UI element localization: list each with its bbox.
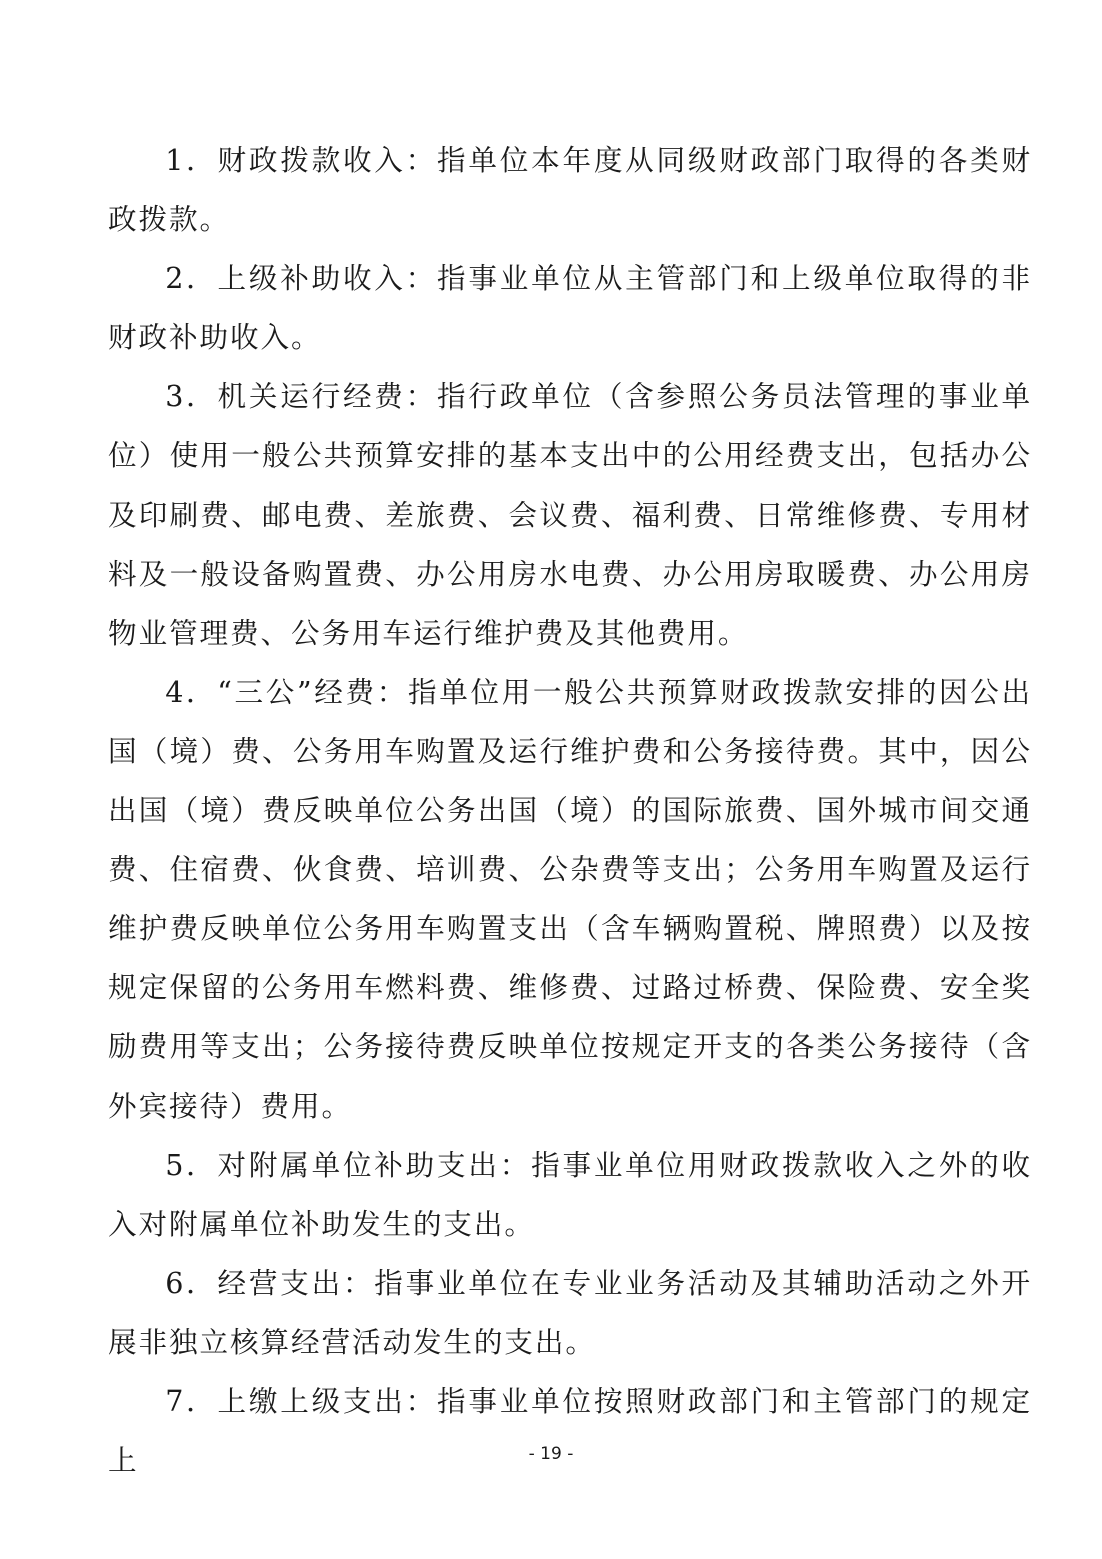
- paragraph-operating-expenditure: 6．经营支出：指事业单位在专业业务活动及其辅助活动之外开展非独立核算经营活动发生的支出。: [108, 1265, 1032, 1359]
- paragraph-three-public-expenses: 4．“三公”经费：指单位用一般公共预算财政拨款安排的因公出国（境）费、公务用车购置及运行维护费和公务接待费。其中，因公出国（境）费反映单位公务出国（境）的国际旅费、国外城市间交通费、住宿费、伙食费、培训费、公杂费等支出；公务用车购置及运行维护费反映单位公务用车购置支出（含车辆购置税、牌照费）以及按规定保留的公务用车燃料费、维修费、过路过桥费、保险费、安全奖励费用等支出；公务接待费反映单位按规定开支的各类公务接待（含外宾接待）费用。: [108, 674, 1032, 1123]
- paragraph-remittance-to-superior: 7．上缴上级支出：指事业单位按照财政部门和主管部门的规定上: [108, 1383, 1032, 1478]
- paragraph-subsidies-to-affiliated-units: 5．对附属单位补助支出：指事业单位用财政拨款收入之外的收入对附属单位补助发生的支出。: [108, 1147, 1032, 1241]
- paragraph-fiscal-appropriation-income: 1．财政拨款收入：指单位本年度从同级财政部门取得的各类财政拨款。: [108, 143, 1032, 237]
- page-number: - 19 -: [528, 1444, 574, 1464]
- paragraph-agency-operating-expenses: 3．机关运行经费：指行政单位（含参照公务员法管理的事业单位）使用一般公共预算安排的基本支出中的公用经费支出，包括办公及印刷费、邮电费、差旅费、会议费、福利费、日常维修费、专用材料及一般设备购置费、办公用房水电费、办公用房取暖费、办公用房物业管理费、公务用车运行维护费及其他费用。: [108, 379, 1032, 650]
- paragraph-superior-subsidy-income: 2．上级补助收入：指事业单位从主管部门和上级单位取得的非财政补助收入。: [108, 261, 1032, 355]
- document-body: [108, 131, 1032, 1490]
